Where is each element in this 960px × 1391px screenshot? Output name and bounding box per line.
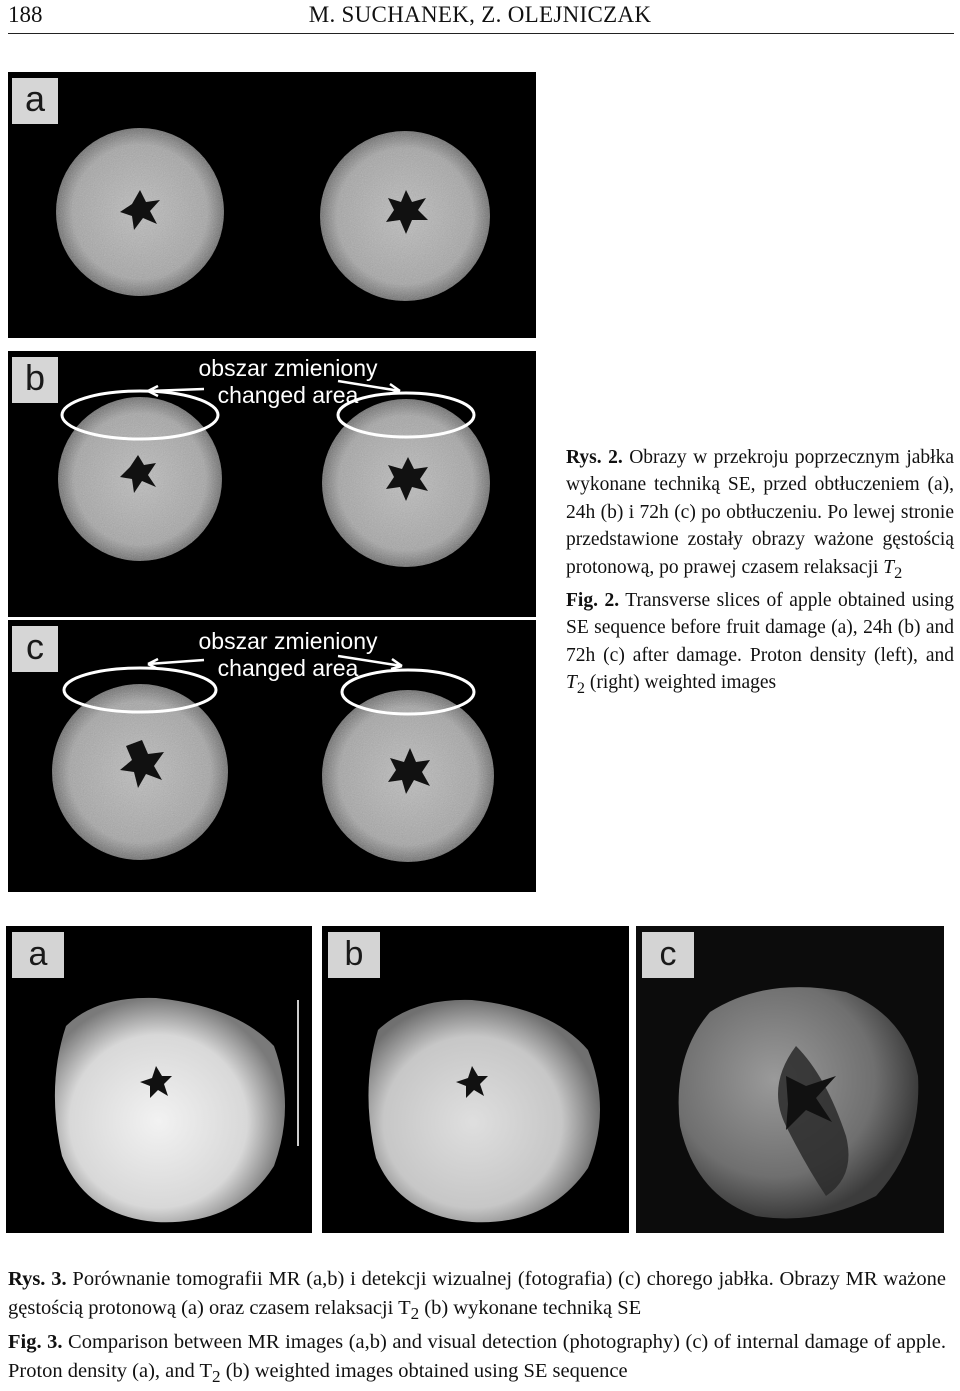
mri-slices-before-damage	[8, 72, 536, 338]
caption-label: Rys. 2.	[566, 447, 623, 468]
figure3-panel-c	[636, 926, 944, 1233]
figure2-panel-c	[8, 620, 536, 892]
figure2-caption	[566, 444, 954, 702]
page-number: 188	[8, 2, 43, 27]
header-rule	[8, 33, 954, 34]
annotation-english: changed area	[217, 655, 359, 681]
figure2-panel-a	[8, 72, 536, 338]
annotation-english: changed area	[217, 382, 359, 408]
figure3-panel-b	[322, 926, 629, 1233]
caption-label: Rys. 3.	[8, 1268, 67, 1290]
panel-label-c: c	[642, 932, 694, 978]
panel-label-c: c	[12, 626, 58, 672]
figure2-caption-polish: Rys. 2. Obrazy w przekroju poprzecznym jabłka wykonane techniką SE, przed obtłuczeniem (a), 24h (b) i 72h (c) po obtłuczeniu. Po lewej stronie przedstawione zostały obrazy ważone gęstością protonową, po prawej czasem relaksacji $T_2$	[566, 447, 954, 582]
panel-label-a: a	[12, 78, 58, 124]
figure2-panel-b	[8, 351, 536, 617]
figure3-caption-polish: Rys. 3. Porównanie tomografii MR (a,b) i detekcji wizualnej (fotografia) (c) chorego jabłka. Obrazy MR ważone gęstością protonową (a) oraz czasem relaksacji $T_2$ (b) wykonane techniką SE	[8, 1268, 946, 1323]
changed-area-annotation	[138, 628, 438, 682]
running-title: M. SUCHANEK, Z. OLEJNICZAK	[308, 2, 652, 27]
annotation-polish: obszar zmieniony	[198, 628, 378, 654]
caption-label: Fig. 2.	[566, 589, 620, 611]
figure3-caption	[8, 1265, 946, 1391]
annotation-polish: obszar zmieniony	[198, 355, 378, 381]
page-header	[0, 0, 960, 36]
caption-label: Fig. 3.	[8, 1331, 63, 1354]
figure3-panel-a	[6, 926, 312, 1233]
panel-label-b: b	[12, 357, 58, 403]
panel-label-a: a	[12, 932, 64, 978]
figure3-caption-english: Fig. 3. Comparison between MR images (a,b) and visual detection (photography) (c) of internal damage of apple. Proton density (a), and $T_2$ (b) weighted images obtained using SE sequence	[8, 1331, 946, 1386]
panel-label-b: b	[328, 932, 380, 978]
changed-area-annotation	[138, 355, 438, 409]
figure2-caption-english: Fig. 2. Transverse slices of apple obtained using SE sequence before fruit damage (a), 24h (b) and 72h (c) after damage. Proton density (left), and $T_2$ (right) weighted images	[566, 589, 954, 698]
